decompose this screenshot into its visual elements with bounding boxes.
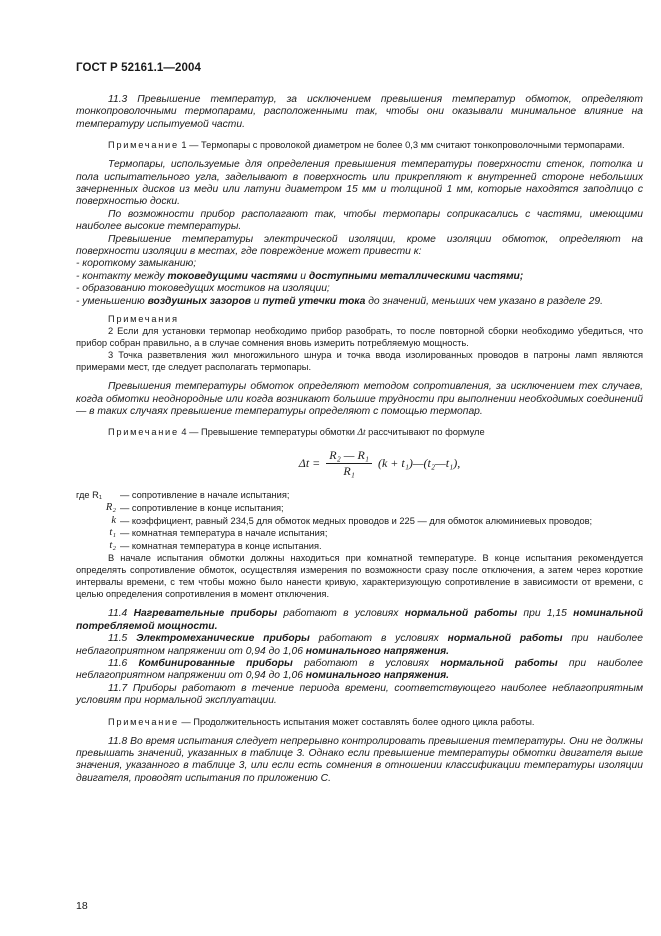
definition-row: t₁ — комнатная температура в начале испытания;: [109, 527, 328, 539]
notes-label: Примечания: [108, 314, 179, 325]
thermocouple-placement: По возможности прибор располагают так, чтобы термопары соприкасались с частями, имеющими наиболее высокие температуры.: [76, 208, 643, 233]
formula-fraction: [326, 449, 372, 477]
note-1: [76, 139, 643, 151]
formula-rest: (k + t₁)—(t₂—t₁),: [377, 456, 461, 471]
list-item: - контакту между токоведущими частями и доступными металлическими частями;: [76, 270, 524, 282]
document-body: [76, 94, 643, 785]
note-text: 1 — Термопары с проволокой диаметром не более 0,3 мм считают тонкопроволочными термопарами.: [178, 140, 625, 151]
clause-11-4: 11.4 Нагревательные приборы работают в условиях нормальной работы при 1,15 номинальной потребляемой мощности.: [76, 608, 643, 632]
definition-row: где R₁ — сопротивление в начале испытания;: [76, 490, 290, 501]
thermocouple-paragraph: Термопары, используемые для определения превышения температуры поверхности стенок, потолка и пола испытательного угла, заделывают в поверхность или прикрепляют к внутренней стороне небольших зачерненных дисков из меди или латуни диаметром 15 мм и толщиной 1 мм, которые находятся заподлицо с поверхностью доски.: [76, 159, 643, 208]
formula-numerator: R₂ — R₁: [326, 449, 372, 463]
document-header: ГОСТ Р 52161.1—2004: [76, 62, 201, 74]
measurement-note: В начале испытания обмотки должны находиться при комнатной температуре. В конце испытания рекомендуется определять сопротивление обмоток, осуществляя измерения по возможности сразу после отключения, а затем через короткие интервалы времени, с тем чтобы можно было нанести кривую, характеризующую сопротивление в зависимости от времени, с целью определения сопротивления в момент отключения.: [76, 553, 643, 600]
clause-11-8: 11.8 Во время испытания следует непрерывно контролировать превышения температуры. Они не должны превышать значений, указанных в таблице 3. Однако если превышение температуры обмотки двигателя выше значения, указанного в таблице 3, или если есть сомнения в отношении классификации температуры изоляции двигателя, проводят испытания по приложению С.: [76, 735, 643, 784]
note-label: Примечание: [108, 140, 179, 151]
formula-definitions: [76, 489, 643, 552]
definition-row: R₂ — сопротивление в конце испытания;: [105, 501, 284, 513]
clause-11-7: 11.7 Приборы работают в течение периода времени, соответствующего наиболее неблагоприятным условиям при нормальной эксплуатации.: [76, 682, 643, 707]
definition-row: k — коэффициент, равный 234,5 для обмоток медных проводов и 225 — для обмоток алюминиевых проводов;: [111, 514, 593, 526]
clause-11-5: 11.5 Электромеханические приборы работают в условиях нормальной работы при наиболее неблагоприятном напряжении от 0,94 до 1,06 номинального напряжения.: [76, 633, 643, 657]
insulation-paragraph: Превышение температуры электрической изоляции, кроме изоляции обмоток, определяют на поверхности изоляции в местах, где повреждение может привести к:: [76, 233, 643, 258]
winding-paragraph: Превышения температуры обмоток определяют методом сопротивления, за исключением тех случаев, когда обмотки неоднородные или когда возникают большие трудности при выполнении необходимых соединений — в таких случаях превышение температуры определяют с помощью термопар.: [76, 381, 643, 417]
note-2: 2 Если для установки термопар необходимо прибор разобрать, то после повторной сборки необходимо убедиться, что прибор собран правильно, а в случае сомнения вновь измерить потребляемую мощность.: [76, 326, 643, 349]
note-4: Примечание 4 — Превышение температуры обмотки Δt рассчитывают по формуле: [108, 427, 485, 439]
definition-row: t₂ — комнатная температура в конце испытания.: [109, 539, 322, 551]
list-item: - образованию токоведущих мостиков на изоляции;: [76, 283, 330, 295]
temperature-formula: [76, 441, 643, 485]
formula-denominator: R₁: [343, 463, 355, 478]
note-5: Примечание — Продолжительность испытания может составлять более одного цикла работы.: [108, 716, 535, 727]
formula-lhs: Δt =: [298, 456, 321, 471]
clause-11-3: 11.3 Превышение температур, за исключением превышения температур обмоток, определяют тонкопроволочными термопарами, расположенными так, чтобы они оказывали минимальное влияние на температуру испытуемой части.: [76, 94, 643, 130]
note-3: 3 Точка разветвления жил многожильного шнура и точка ввода изолированных проводов в патроны ламп являются примерами мест, где следует располагать термопары.: [76, 350, 643, 373]
clause-11-6: 11.6 Комбинированные приборы работают в условиях нормальной работы при наиболее неблагоприятном напряжении от 0,94 до 1,06 номинального напряжения.: [76, 657, 643, 682]
page-number: 18: [76, 900, 88, 912]
list-item: - уменьшению воздушных зазоров и путей утечки тока до значений, меньших чем указано в разделе 29.: [76, 295, 603, 307]
list-item: - короткому замыканию;: [76, 258, 197, 270]
